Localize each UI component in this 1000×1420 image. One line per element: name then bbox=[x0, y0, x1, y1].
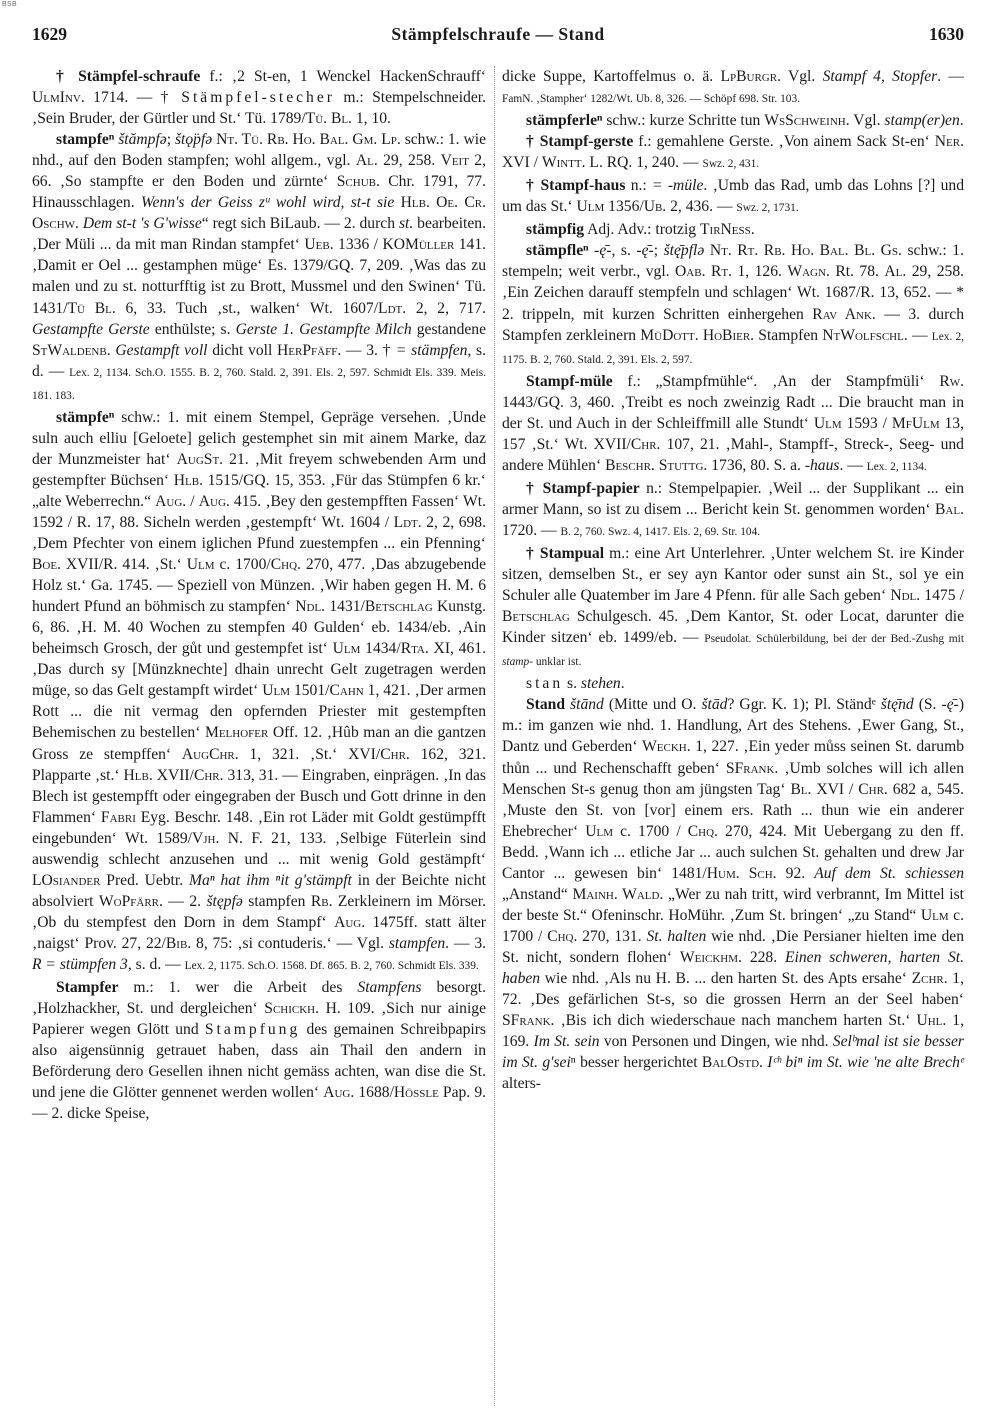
source-abbrev: Oab. Rt. bbox=[675, 263, 732, 281]
source-abbrev: Weickhm. bbox=[679, 948, 742, 966]
running-header bbox=[32, 24, 964, 50]
source-abbrev: HerPfäff. bbox=[277, 341, 342, 359]
source-abbrev: Chq. bbox=[687, 822, 718, 840]
example-text: Gestampfte Gerste bbox=[32, 320, 150, 338]
source-abbrev: SFrank. bbox=[725, 759, 779, 777]
source-abbrev: Ueb. bbox=[304, 236, 334, 254]
source-abbrev: BalOstd. bbox=[701, 1054, 763, 1072]
example-text: -ę̄- bbox=[594, 242, 612, 260]
source-abbrev: WsSchweinh. bbox=[764, 112, 850, 130]
reference-text: unklar ist. bbox=[533, 656, 582, 669]
dictionary-entry: † Stampf-haus n.: = -müle. ‚Umb das Rad, umb das Lohns [?] und um das St.‘ Ulm 1356/Ub. 2, 436. — Swz. 2, 1731. bbox=[502, 177, 965, 216]
dictionary-entry: † Stampf-gerste f.: gemahlene Gerste. ‚Von ainem Sack St-en‘ Ner. XVI / Wintt. L. RQ. 1, 240. — Swz. 2, 431. bbox=[502, 133, 964, 172]
source-abbrev: AugSt. bbox=[176, 450, 224, 468]
source-abbrev: SFrank. bbox=[502, 1012, 555, 1030]
reference-text: Lex. 2, 1134. bbox=[866, 460, 927, 473]
example-text: Selᵇmal ist sie besser im St. g'sei bbox=[502, 1033, 964, 1072]
watermark-label: BSB bbox=[2, 1, 17, 8]
entry-headword: † Stampf-papier bbox=[526, 479, 640, 497]
entry-headword: † Stampf-haus bbox=[526, 177, 626, 195]
source-abbrev: WoPfärr. bbox=[98, 892, 163, 910]
example-text: St. halten bbox=[646, 927, 707, 945]
source-abbrev: Rav Ank. bbox=[812, 305, 876, 323]
source-abbrev: TirNess. bbox=[700, 221, 755, 239]
dictionary-entry: stan s. stehen. bbox=[526, 675, 625, 693]
source-abbrev: Al. bbox=[355, 152, 378, 170]
example-text: = -müle bbox=[652, 177, 704, 195]
example-text: Iᶜʰ biⁿ im St. wie 'ne alte Brechᵉ bbox=[767, 1054, 964, 1072]
source-abbrev: Aug. bbox=[334, 913, 366, 931]
source-abbrev: Ub. bbox=[643, 198, 667, 216]
source-abbrev: Ulm bbox=[332, 640, 361, 658]
source-abbrev: Schickh. bbox=[264, 1000, 320, 1018]
example-text: Dem st-t 's G'wisse bbox=[82, 215, 202, 233]
running-title: Stämpfelschraufe — Stand bbox=[391, 24, 605, 44]
source-abbrev: Ulm bbox=[813, 414, 842, 432]
entry-headword: † Stampf-gerste bbox=[526, 133, 634, 151]
source-abbrev: Wagn. bbox=[787, 263, 830, 281]
source-abbrev: Boe. bbox=[32, 556, 61, 574]
source-abbrev: Weckh. bbox=[642, 738, 691, 756]
source-abbrev: Hlb. bbox=[123, 766, 153, 784]
source-abbrev: Vjh. bbox=[191, 829, 220, 847]
reference-text: B. 2, 760. Swz. 4, 1417. Els. 2, 69. Str. 104. bbox=[560, 525, 761, 538]
source-abbrev: StWaldenb. bbox=[32, 341, 111, 359]
source-abbrev: Chq. bbox=[547, 927, 578, 945]
source-abbrev: NtWolfschl. bbox=[822, 326, 908, 344]
source-abbrev: Mainh. Wald. bbox=[572, 885, 664, 903]
source-abbrev: Aug. bbox=[198, 492, 230, 510]
source-abbrev: Rb. bbox=[310, 892, 333, 910]
reference-text: Lex. 2, 1175. B. 2, 760. Stald. 2, 391. Els. 2, 597. bbox=[502, 330, 964, 366]
entry-headword: † Stämpfel-schraufe bbox=[56, 68, 201, 85]
source-abbrev: LpBurgr. bbox=[720, 68, 781, 85]
entry-headword: stämpferleⁿ bbox=[526, 112, 603, 130]
example-text: Auf dem St. schiessen bbox=[814, 864, 964, 882]
example-text: štǫ̈pfə bbox=[174, 131, 213, 149]
entry-headword: stampfeⁿ bbox=[56, 131, 115, 149]
example-text: štād bbox=[701, 696, 728, 714]
source-abbrev: Beschr. Stuttg. bbox=[605, 456, 708, 474]
source-abbrev: Chr. bbox=[630, 435, 661, 453]
entry-headword: † Stampual bbox=[526, 545, 605, 563]
example-text: Stampf 4, Stopfer bbox=[822, 68, 938, 85]
dictionary-entry: stampfeⁿ štămpfə; štǫ̈pfə Nt. Tü. Rb. Ho. Bal. Gm. Lp. schw.: 1. wie nhd., auf den Boden stampfen; wohl allgem., vgl. Al. 29, 258. Veit 2, 66. ‚So stampfte er den Boden und zürnte‘ Schub. Chr. 1791, 77. Hinausschlagen. Wenn's der Geiss zᵘ wohl wird, st-t sie Hlb. Oe. Cr. Oschw. Dem st-t 's G'wisse“ regt sich BiLaub. — 2. durch st. bearbeiten. ‚Der Müli ... da mit man Rindan stampfet‘ Ueb. 1336 / KOMüller 141. ‚Damit er Oel ... gestamphen müge‘ Es. 1379/GQ. 7, 209. ‚Was das zu malen und zu st. notturfftig ist zu Brott, Mussmel und den Swinen‘ Tü. 1431/Tü Bl. 6, 33. Tuch ‚st., walken‘ Wt. 1607/Ldt. 2, 2, 717. Gestampfte Gerste enthülste; s. Gerste 1. Gestampfte Milch gestandene StWaldenb. Gestampft voll dicht voll HerPfäff. — 3. † = stämpfen, s. d. — Lex. 2, 1134. Sch.O. 1555. B. 2, 760. Stald. 2, 391. Els. 2, 597. Schmidt Els. 339. Meis. 181. 183. bbox=[32, 131, 487, 402]
source-abbrev: Ulm bbox=[262, 682, 290, 700]
dictionary-entry: stämpfig Adj. Adv.: trotzig TirNess. bbox=[526, 221, 755, 239]
source-abbrev: LOsiander bbox=[32, 871, 101, 889]
example-text: stehen bbox=[580, 675, 621, 693]
source-abbrev: Al. bbox=[884, 263, 907, 281]
reference-text: stamp- bbox=[502, 656, 534, 669]
source-abbrev: UlmInv. bbox=[32, 89, 85, 107]
example-text: Maⁿ hat ihm ⁿit g'stämpft bbox=[188, 871, 352, 889]
entry-headword: stan bbox=[526, 675, 564, 693]
example-text: R = stümpfen 3 bbox=[32, 955, 128, 973]
source-abbrev: Ner. bbox=[934, 133, 964, 151]
reference-text: FamN. ‚Stampher‘ 1282/Wt. Ub. 8, 326. — Schöpf 698. Str. 103. bbox=[502, 93, 801, 106]
dictionary-entry: Stampfer m.: 1. wer die Arbeit des Stampfens besorgt. ‚Holzhackher, St. und dergleichen‘ Schickh. H. 109. ‚Sich nur ainige Papierer wegen Glött und Stampfung des gemainen Schreibpapirs also aigensünnig getrauet haben, dass ain Thail den andern in Beförderung dero Gesellen ihnen nicht gemäss achten, wan dise die St. und jene die Glötter gennenet werden wollen‘ Aug. 1688/Hössle Pap. 9. — 2. dicke Speise, bbox=[32, 979, 487, 1123]
source-abbrev: Veit bbox=[440, 152, 469, 170]
example-text: Stampfens bbox=[357, 979, 422, 997]
source-abbrev: Rw. bbox=[939, 372, 964, 390]
example-text: Gerste 1. Gestampfte Milch bbox=[235, 320, 412, 338]
example-text: štę̄pflə bbox=[663, 242, 705, 260]
example-text: -ę̄- bbox=[941, 696, 959, 714]
source-abbrev: Hum. Sch. bbox=[706, 864, 777, 882]
source-abbrev: Stampfung bbox=[204, 1021, 301, 1039]
right-column bbox=[502, 66, 964, 1094]
dictionary-entry: Stand štānd (Mitte und O. štād? Ggr. K. 1); Pl. Ständᵉ štę̄nd (S. -ę̄-) m.: im ganzen wie nhd. 1. Handlung, Art des Stehens. ‚Ewer Gang, St., Dantz und Geberden‘ Weckh. 1, 227. ‚Ein yeder můss seinen St. darumb thůn ... und Rechenschafft geben‘ SFrank. ‚Umb solches will ich allen Menschen St-s genug thon am jüngsten Tag‘ Bl. XVI / Chr. 682 a, 545. ‚Muste den St. von [vor] einem ers. Rath ... thun wie ein anderer Ehebrecher‘ Ulm c. 1700 / Chq. 270, 424. Mit Uebergang zu den ff. Bedd. ‚Wann ich ... etliche Jar ... auch sulchen St. gehalten und drew Jar Cantor ... gewesen bin‘ 1481/Hum. Sch. 92. Auf dem St. schiessen „Anstand“ Mainh. Wald. „Wer zu nah tritt, wird verbrannt, Im Mittel ist der beste St.“ Ofeninschr. HoMühr. ‚Zum St. bringen‘ „zu Stand“ Ulm c. 1700 / Chq. 270, 131. St. halten wie nhd. ‚Die Persianer hielten ime den St. nicht, sondern flohen‘ Weickhm. 228. Einen schweren, harten St. haben wie nhd. ‚Als nu H. B. ... den harten St. des Apts ersahe‘ Zchr. 1, 72. ‚Des gefärlichen St-s, so die grossen Herrn an der Seel haben‘ SFrank. ‚Bis ich dich wiederschaue nach manchem harten St.‘ Uhl. 1, 169. Im St. sein von Personen und Dingen, wie nhd. Selᵇmal ist sie besser im St. g'seiⁿ besser hergerichtet BalOstd. Iᶜʰ biⁿ im St. wie 'ne alte Brechᵉ alters- bbox=[502, 696, 965, 1093]
source-abbrev: Ldt. bbox=[378, 299, 407, 317]
source-abbrev: Wintt. L. bbox=[541, 154, 603, 172]
source-abbrev: Cahn bbox=[329, 682, 364, 700]
example-text: st. bbox=[398, 215, 414, 233]
source-abbrev: Bl. bbox=[790, 780, 812, 798]
source-abbrev: Chq. bbox=[270, 556, 301, 574]
example-text: stampfen bbox=[388, 934, 446, 952]
source-abbrev: Hlb. bbox=[173, 471, 203, 489]
reference-text: Lex. 2, 1175. Sch.O. 1568. Df. 865. B. 2, 760. Schmidt Els. 339. bbox=[184, 959, 479, 972]
source-abbrev: Ulm bbox=[186, 556, 215, 574]
source-abbrev: Ldt. bbox=[393, 513, 422, 531]
source-abbrev: Aug. bbox=[323, 1084, 355, 1102]
source-abbrev: Bal. bbox=[935, 500, 964, 518]
source-abbrev: Betschlag bbox=[364, 598, 433, 616]
dictionary-entry: stämpfeⁿ schw.: 1. mit einem Stempel, Gepräge versehen. ‚Unde suln auch elliu [Geloete] gelich gestemphet sin mit ainem Marke, daz der Munzmeister hat‘ AugSt. 21. ‚Mit freyem schwebenden Arm und gestempfter Büchsen‘ Hlb. 1515/GQ. 15, 353. ‚Für das Stümpfen 6 kr.‘ „alte Weberrechn.“ Aug. / Aug. 415. ‚Bey den gestempfften Fassen‘ Wt. 1592 / R. 17, 88. Sicheln werden ‚gestempft‘ Wt. 1604 / Ldt. 2, 2, 698. ‚Dem Pfechter von einem iglichen Pfund zuestempfen ... ein Pfenning‘ Boe. XVII/R. 414. ‚St.‘ Ulm c. 1700/Chq. 270, 477. ‚Das abzugebende Holz st.‘ Ga. 1745. — Speziell von Münzen. ‚Wir haben gegen H. M. 6 hundert Pfund an böhmisch zu stampfen‘ Ndl. 1431/Betschlag Kunstg. 6, 86. ‚H. M. 40 Wochen zu stempfen 40 Gulden‘ eb. 1434/eb. ‚Ain beheimsch Grosch, der gůt und gestempfet ist‘ Ulm 1434/Rta. XI, 461. ‚Das durch sy [Münzknechte] dhain unrecht Gelt zugetragen werden müge, so das Gelt gestampft wirdet‘ Ulm 1501/Cahn 1, 421. ‚Der armen Rott ... die nit vermag den opfernden Priester mit gestempften Behemischen zu bestellen‘ Melhofer Off. 12. ‚Hûb man an die gantzen Gross ze stempffen‘ AugChr. 1, 321. ‚St.‘ XVI/Chr. 162, 321. Plapparte ‚st.‘ Hlb. XVII/Chr. 313, 31. — Eingraben, einprägen. ‚In das Blech ist gestempfft oder eingegraben der Busch und Gott drinne in den Flammen‘ Fabri Eyg. Beschr. 148. ‚Ein rot Läder mit Goldt gestümpfft eingebunden‘ Wt. 1589/Vjh. N. F. 21, 133. ‚Selbige Füterlein sind auswendig schlecht anzusehen und ... mit wenig Gold gestämpft‘ LOsiander Pred. Uebtr. Maⁿ hat ihm ⁿit g'stämpft in der Beichte nicht absolviert WoPfärr. — 2. štępfə stampfen Rb. Zerkleinern im Mörser. ‚Ob du stempfest den Dorn in dem Stampf‘ Aug. 1475ff. statt älter ‚naigst‘ Prov. 27, 22/Bib. 8, 75: ‚si contuderis.‘ — Vgl. stampfen. — 3. R = stümpfen 3, s. d. — Lex. 2, 1175. Sch.O. 1568. Df. 865. B. 2, 760. Schmidt Els. 339. bbox=[32, 408, 487, 973]
page-number-right: 1630 bbox=[929, 24, 964, 44]
dictionary-entry: † Stämpfel-schraufe f.: ‚2 St-en, 1 Wenckel HackenSchrauff‘ UlmInv. 1714. — † Stämpfel-stecher m.: Stempelschneider. ‚Sein Bruder, der Gürtler und St.‘ Tü. 1789/Tü. Bl. 1, 10. bbox=[32, 68, 487, 128]
source-abbrev: Nt. Rt. Rb. Ho. Bal. Bl. Gs. bbox=[709, 242, 902, 260]
source-abbrev: Schub. bbox=[336, 173, 380, 191]
source-abbrev: Tü Bl. bbox=[67, 299, 116, 317]
source-abbrev: MfUlm bbox=[891, 414, 940, 432]
entry-headword: stämpfleⁿ bbox=[526, 242, 589, 260]
dictionary-entry: Stampf-müle f.: „Stampfmühle“. ‚An der Stampfmüli‘ Rw. 1443/GQ. 3, 460. ‚Treibt es noch zweinzig Radt ... Die braucht man in der St. und Auch in der Schleiffmill alle Stundt‘ Ulm 1593 / MfUlm 13, 157 ‚St.‘ Wt. XVII/Chr. 107, 21. ‚Mahl-, Stampff-, Streck-, Seeg- und andere Mühlen‘ Beschr. Stuttg. 1736, 80. S. a. -haus. — Lex. 2, 1134. bbox=[502, 372, 964, 474]
source-abbrev: Nt. Tü. Rb. Ho. Bal. Gm. Lp. bbox=[216, 131, 401, 149]
source-abbrev: Ndl. bbox=[890, 587, 921, 605]
entry-headword: stämpfeⁿ bbox=[56, 408, 115, 426]
source-abbrev: Hlb. Oe. Cr. Oschw. bbox=[32, 194, 487, 233]
source-abbrev: Aug. bbox=[155, 492, 187, 510]
example-text: štānd bbox=[570, 696, 604, 714]
source-abbrev: Bib. bbox=[165, 934, 192, 952]
example-text: štępfə bbox=[206, 892, 243, 910]
reference-text: Pseudolat. Schülerbildung, bei der der Bed.-Zushg mit bbox=[704, 633, 964, 646]
reference-text: Lex. 2, 1134. Sch.O. 1555. B. 2, 760. Stald. 2, 391. Els. 2, 597. Schmidt Els. 339. Meis. 181. 183. bbox=[32, 366, 486, 402]
source-abbrev: Chr. bbox=[380, 745, 410, 763]
entry-headword: Stampfer bbox=[56, 979, 119, 997]
source-abbrev: Ulm bbox=[585, 822, 614, 840]
column-divider bbox=[494, 66, 495, 1406]
source-abbrev: Melhofer bbox=[204, 724, 269, 742]
source-abbrev: Uhl. bbox=[916, 1012, 947, 1030]
source-abbrev: KOMüller bbox=[382, 236, 455, 254]
dictionary-entry: stämpferleⁿ schw.: kurze Schritte tun WsSchweinh. Vgl. stamp(er)en. bbox=[526, 112, 964, 130]
source-abbrev: Ulm bbox=[576, 198, 605, 216]
reference-text: Swz. 2, 431. bbox=[702, 158, 760, 171]
source-abbrev: MüDott. HoBier. bbox=[640, 326, 755, 344]
example-text: -ę̄- bbox=[636, 242, 654, 260]
source-abbrev: Stämpfel-stecher bbox=[181, 89, 335, 107]
example-text: Einen schweren, harten St. haben bbox=[502, 948, 964, 987]
dictionary-entry: dicke Suppe, Kartoffelmus o. ä. LpBurgr. Vgl. Stampf 4, Stopfer. — FamN. ‚Stampher‘ 1282/Wt. Ub. 8, 326. — Schöpf 698. Str. 103. bbox=[502, 68, 964, 106]
example-text: -haus bbox=[804, 456, 840, 474]
left-column bbox=[32, 66, 486, 1124]
source-abbrev: AugChr. bbox=[181, 745, 239, 763]
entry-headword: Stampf-müle bbox=[526, 372, 613, 390]
source-abbrev: Tü. Bl. bbox=[305, 110, 352, 128]
dictionary-entry: † Stampual m.: eine Art Unterlehrer. ‚Unter welchem St. ire Kinder sitzen, demselben St., er sey ayn Kantor oder sunst ain St., sol ye ein Schuler alle Quatember im Jare 4 Pfenn. für alle Sach geben‘ Ndl. 1475 / Betschlag Schulgesch. 45. ‚Dem Kantor, St. oder Locat, darunter die Kinder sitzen‘ eb. 1499/eb. — Pseudolat. Schülerbildung, bei der der Bed.-Zushg mit stamp- unklar ist. bbox=[502, 545, 964, 669]
source-abbrev: Hössle bbox=[393, 1084, 439, 1102]
example-text: Gestampft voll bbox=[115, 341, 208, 359]
source-abbrev: Chr. bbox=[193, 766, 224, 784]
source-abbrev: Rta. bbox=[400, 640, 429, 658]
entry-headword: stämpfig bbox=[526, 221, 585, 239]
dictionary-entry: stämpfleⁿ -ę̄-, s. -ę̄-; štę̄pflə Nt. Rt. Rb. Ho. Bal. Bl. Gs. schw.: 1. stempeln; weit verbr., vgl. Oab. Rt. 1, 126. Wagn. Rt. 78. Al. 29, 258. ‚Ein Zeichen darauff stempfeln und schlagen‘ Wt. 1687/R. 13, 652. — * 2. trippeln, mit kurzen Schritten einhergehen Rav Ank. — 3. durch Stampfen zerkleinern MüDott. HoBier. Stampfen NtWolfschl. — Lex. 2, 1175. B. 2, 760. Stald. 2, 391. Els. 2, 597. bbox=[502, 242, 965, 366]
example-text: štămpfə bbox=[118, 131, 167, 149]
page-number-left: 1629 bbox=[32, 24, 67, 44]
example-text: Im St. sein bbox=[533, 1033, 600, 1051]
example-text: = stämpfen bbox=[395, 341, 468, 359]
example-text: štę̄nd bbox=[880, 696, 914, 714]
dictionary-entry: † Stampf-papier n.: Stempelpapier. ‚Weil ... der Supplikant ... ein armer Mann, so ist zu disem ... Bericht kein St. genommen worden‘ Bal. 1720. — B. 2, 760. Swz. 4, 1417. Els. 2, 69. Str. 104. bbox=[502, 479, 964, 539]
reference-text: Swz. 2, 1731. bbox=[736, 202, 799, 215]
example-text: stamp(er)en bbox=[884, 112, 960, 130]
source-abbrev: Ndl. bbox=[295, 598, 326, 616]
example-text: Wenn's der Geiss zᵘ wohl wird, st-t sie bbox=[140, 194, 395, 212]
entry-headword: Stand bbox=[526, 696, 566, 714]
source-abbrev: Chr. bbox=[858, 780, 888, 798]
source-abbrev: Ulm bbox=[920, 906, 949, 924]
source-abbrev: Zchr. bbox=[911, 969, 948, 987]
source-abbrev: Betschlag bbox=[502, 608, 570, 626]
source-abbrev: Fabri bbox=[100, 808, 136, 826]
